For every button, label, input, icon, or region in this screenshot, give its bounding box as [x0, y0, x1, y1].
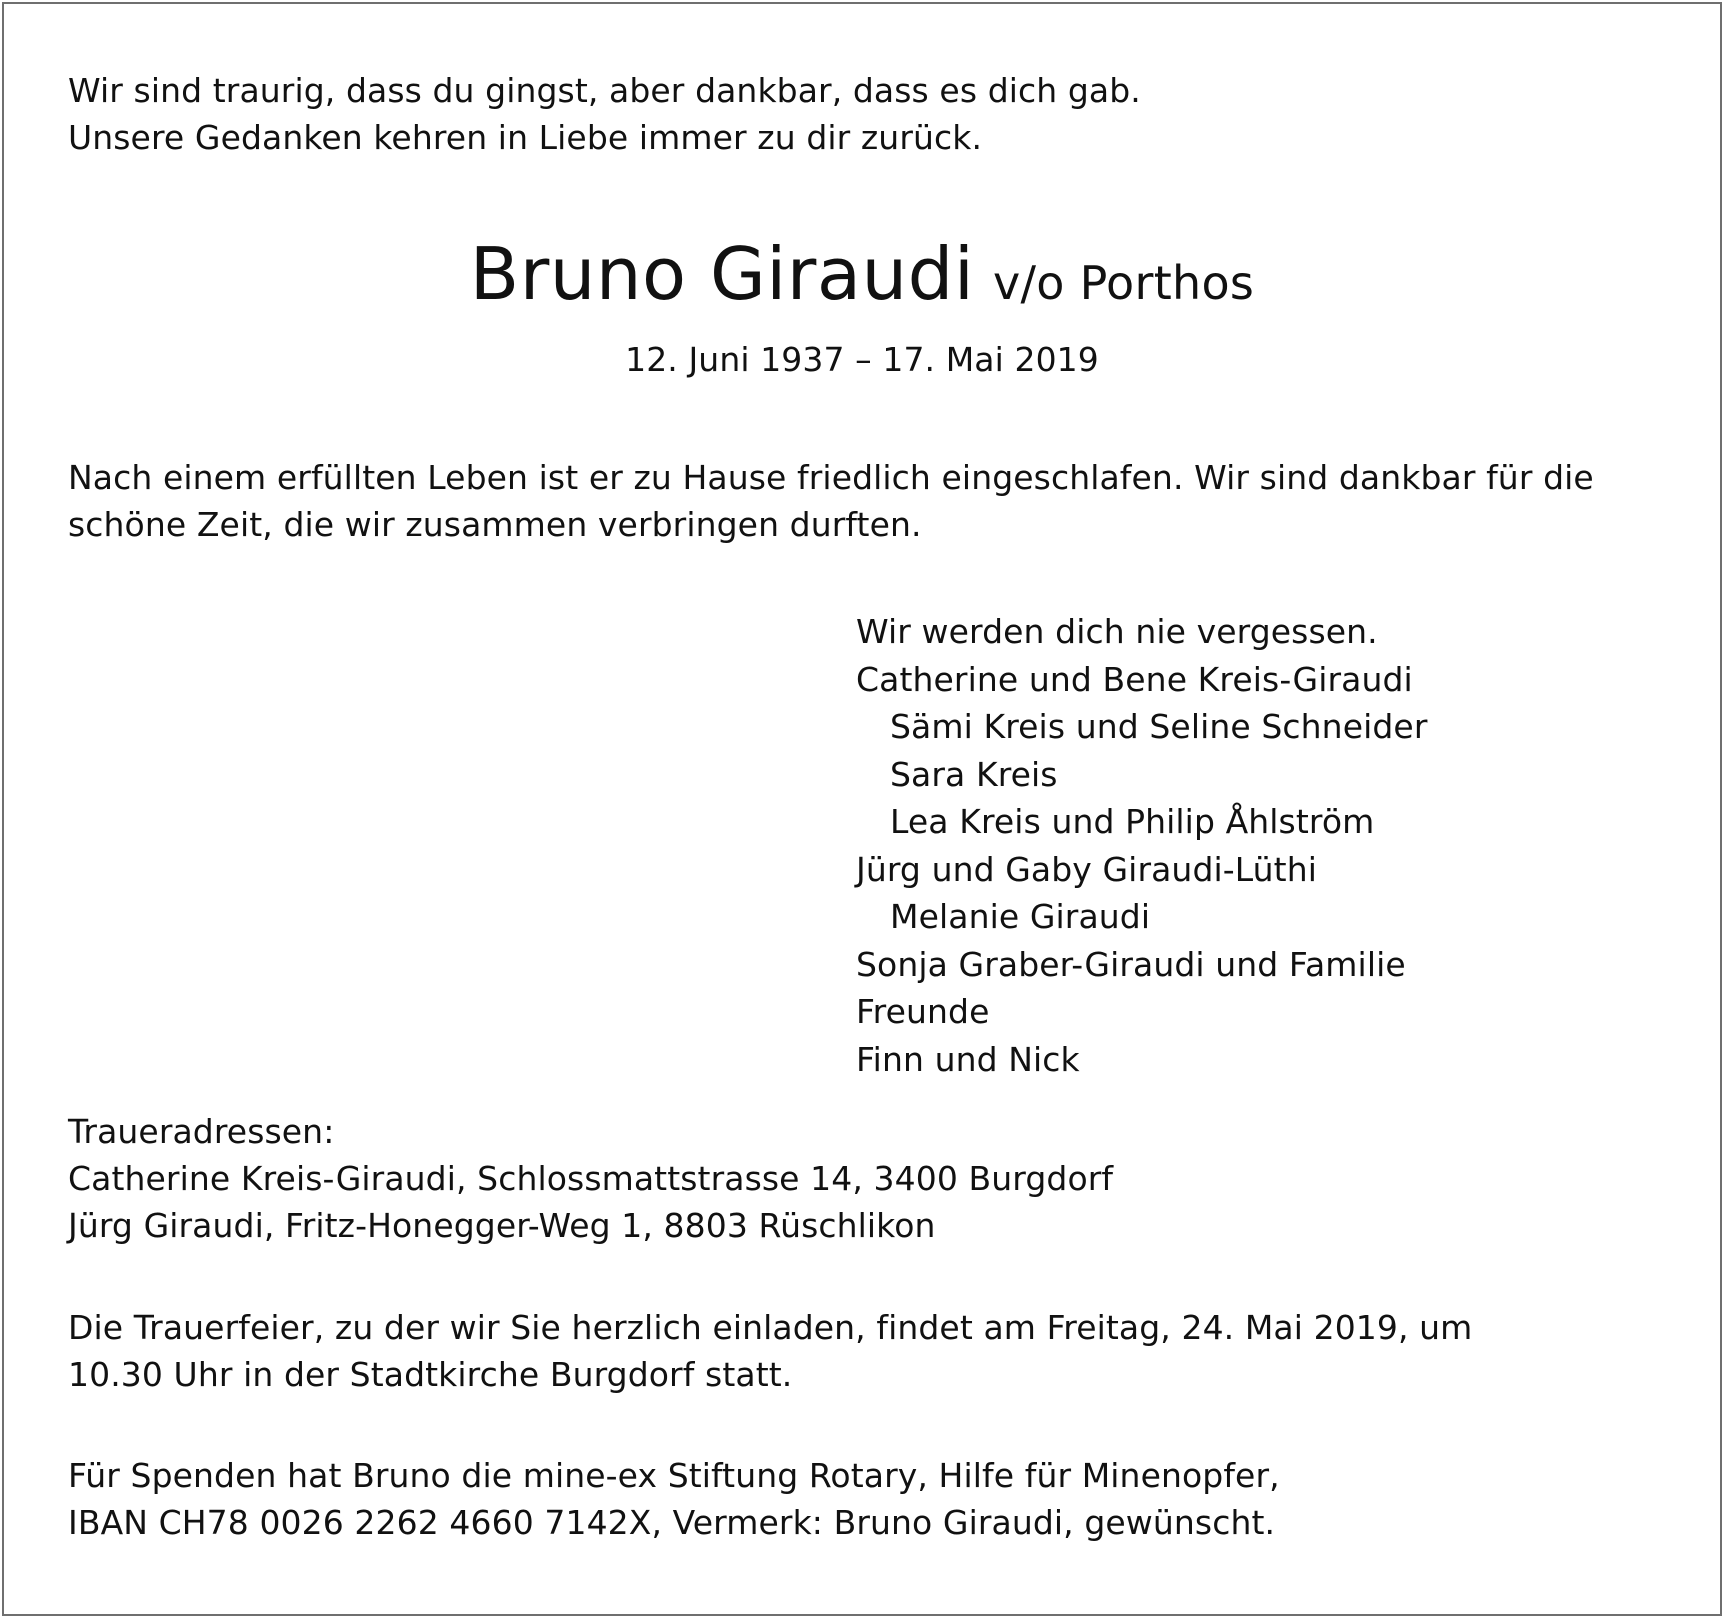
mourner-line: Finn und Nick	[856, 1039, 1080, 1079]
mourner-line: Melanie Giraudi	[890, 897, 1151, 936]
funeral-ceremony-info	[68, 1304, 1656, 1398]
deceased-nickname: v/o Porthos	[992, 256, 1255, 310]
life-dates: 12. Juni 1937 – 17. Mai 2019	[625, 340, 1099, 379]
donation-info	[68, 1452, 1656, 1546]
document-frame	[2, 2, 1722, 1616]
memorial-quote	[68, 67, 1656, 161]
mourners-intro: Wir werden dich nie vergessen.	[856, 612, 1378, 651]
mourner-line: Lea Kreis und Philip Åhlström	[890, 802, 1375, 841]
ceremony-line-2: 10.30 Uhr in der Stadtkirche Burgdorf statt.	[68, 1355, 793, 1394]
mourner-line: Freunde	[856, 992, 990, 1031]
ceremony-line-1: Die Trauerfeier, zu der wir Sie herzlich einladen, findet am Freitag, 24. Mai 2019, um	[68, 1308, 1473, 1347]
address-line-2: Jürg Giraudi, Fritz-Honegger-Weg 1, 8803 Rüschlikon	[68, 1206, 936, 1245]
quote-line-1: Wir sind traurig, dass du gingst, aber dankbar, dass es dich gab.	[68, 71, 1141, 110]
deceased-name: Bruno Giraudi	[469, 232, 975, 316]
mourner-line: Sämi Kreis und Seline Schneider	[890, 707, 1428, 746]
mourner-line: Catherine und Bene Kreis-Giraudi	[856, 659, 1413, 699]
addresses-heading: Traueradressen:	[68, 1112, 335, 1151]
mourning-addresses	[68, 1108, 1656, 1249]
mourners-list	[856, 608, 1427, 1083]
obituary-notice	[4, 4, 1720, 1614]
quote-line-2: Unsere Gedanken kehren in Liebe immer zu dir zurück.	[68, 118, 983, 157]
address-line-1: Catherine Kreis-Giraudi, Schlossmattstrasse 14, 3400 Burgdorf	[68, 1159, 1114, 1198]
deceased-heading	[4, 226, 1720, 336]
mourner-line: Sonja Graber-Giraudi und Familie	[856, 944, 1406, 984]
life-line-2: schöne Zeit, die wir zusammen verbringen durften.	[68, 505, 922, 544]
mourner-line: Sara Kreis	[890, 754, 1058, 794]
donation-line-2: IBAN CH78 0026 2262 4660 7142X, Vermerk: Bruno Giraudi, gewünscht.	[68, 1503, 1276, 1542]
donation-line-1: Für Spenden hat Bruno die mine-ex Stiftung Rotary, Hilfe für Minenopfer,	[68, 1456, 1280, 1495]
life-statement	[68, 454, 1656, 548]
life-line-1: Nach einem erfüllten Leben ist er zu Hause friedlich eingeschlafen. Wir sind dankbar für die	[68, 458, 1594, 497]
mourner-line: Jürg und Gaby Giraudi-Lüthi	[856, 849, 1318, 889]
